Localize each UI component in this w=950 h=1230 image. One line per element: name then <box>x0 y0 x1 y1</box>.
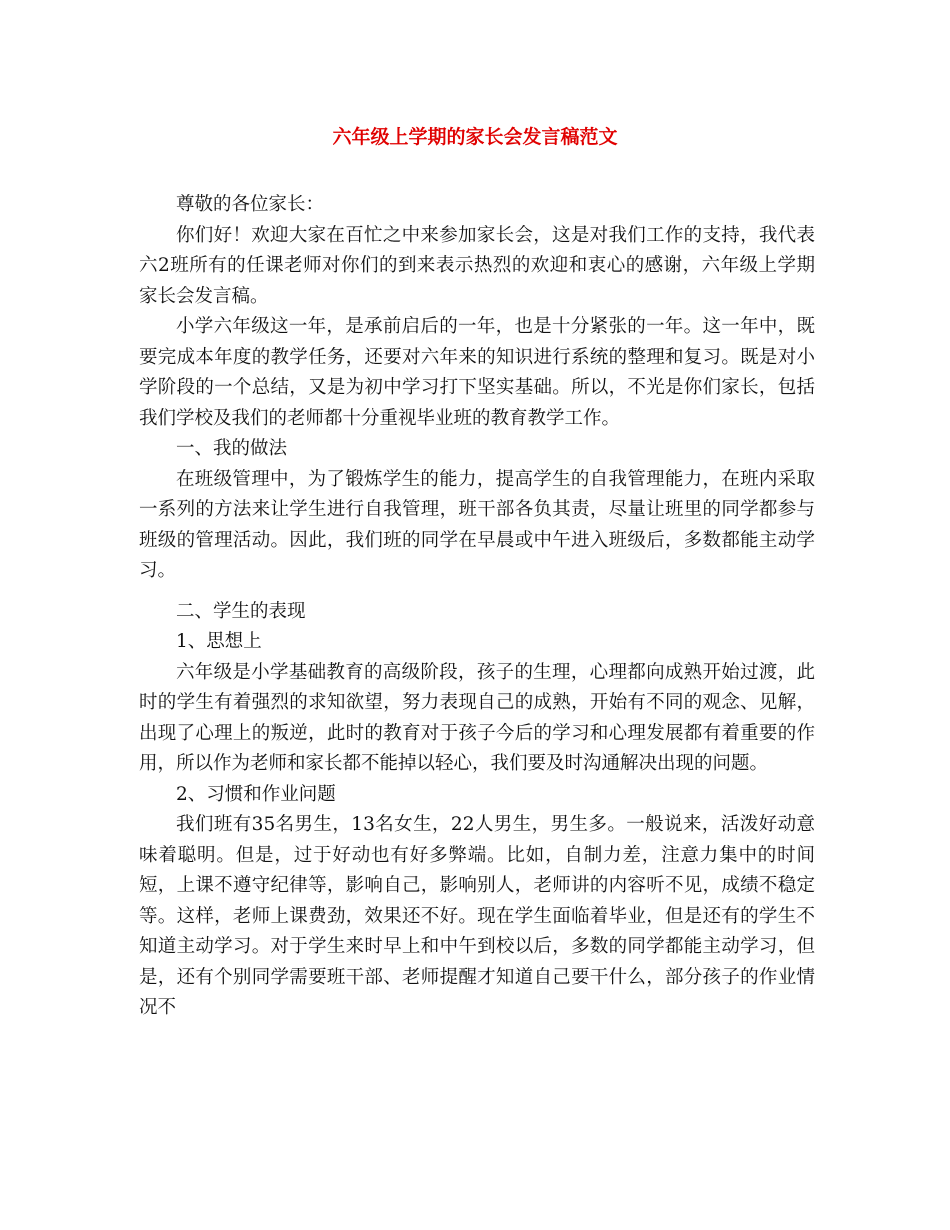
habits-paragraph: 我们班有35名男生，13名女生，22人男生，男生多。一般说来，活泼好动意味着聪明。但是，过于好动也有好多弊端。比如，自制力差，注意力集中的时间短，上课不遵守纪律等，影响自己，影响别人，老师讲的内容听不见，成绩不稳定等。这样，老师上课费劲，效果还不好。现在学生面临着毕业，但是还有的学生不知道主动学习。对于学生来时早上和中午到校以后，多数的同学都能主动学习，但是，还有个别同学需要班干部、老师提醒才知道自己要干什么，部分孩子的作业情况不 <box>139 814 815 1018</box>
subheading-thinking: 1、思想上 <box>176 631 262 652</box>
intro-paragraph: 小学六年级这一年，是承前启后的一年，也是十分紧张的一年。这一年中，既要完成本年度的教学任务，还要对六年来的知识进行系统的整理和复习。既是对小学阶段的一个总结，又是为初中学习打下坚实基础。所以，不光是你们家长，包括我们学校及我们的老师都十分重视毕业班的教育教学工作。 <box>139 316 815 429</box>
document-title: 六年级上学期的家长会发言稿范文 <box>332 126 618 148</box>
salutation-paragraph: 尊敬的各位家长： <box>176 194 325 215</box>
section-heading-approach: 一、我的做法 <box>176 438 288 459</box>
thinking-paragraph: 六年级是小学基础教育的高级阶段，孩子的生理，心理都向成熟开始过渡，此时的学生有着强烈的求知欲望，努力表现自己的成熟，开始有不同的观念、见解，出现了心理上的叛逆，此时的教育对于孩子今后的学习和心理发展都有着重要的作用，所以作为老师和家长都不能掉以轻心，我们要及时沟通解决出现的问题。 <box>139 661 815 774</box>
greeting-paragraph: 你们好！欢迎大家在百忙之中来参加家长会，这是对我们工作的支持，我代表六2班所有的任课老师对你们的到来表示热烈的欢迎和衷心的感谢，六年级上学期家长会发言稿。 <box>139 224 815 307</box>
section-heading-performance: 二、学生的表现 <box>176 600 306 622</box>
subheading-habits: 2、习惯和作业问题 <box>176 783 336 805</box>
document-body <box>139 190 815 1024</box>
approach-paragraph: 在班级管理中，为了锻炼学生的能力，提高学生的自我管理能力，在班内采取一系列的方法来让学生进行自我管理，班干部各负其责，尽量让班里的同学都参与班级的管理活动。因此，我们班的同学在早晨或中午进入班级后，多数都能主动学习。 <box>139 468 815 581</box>
